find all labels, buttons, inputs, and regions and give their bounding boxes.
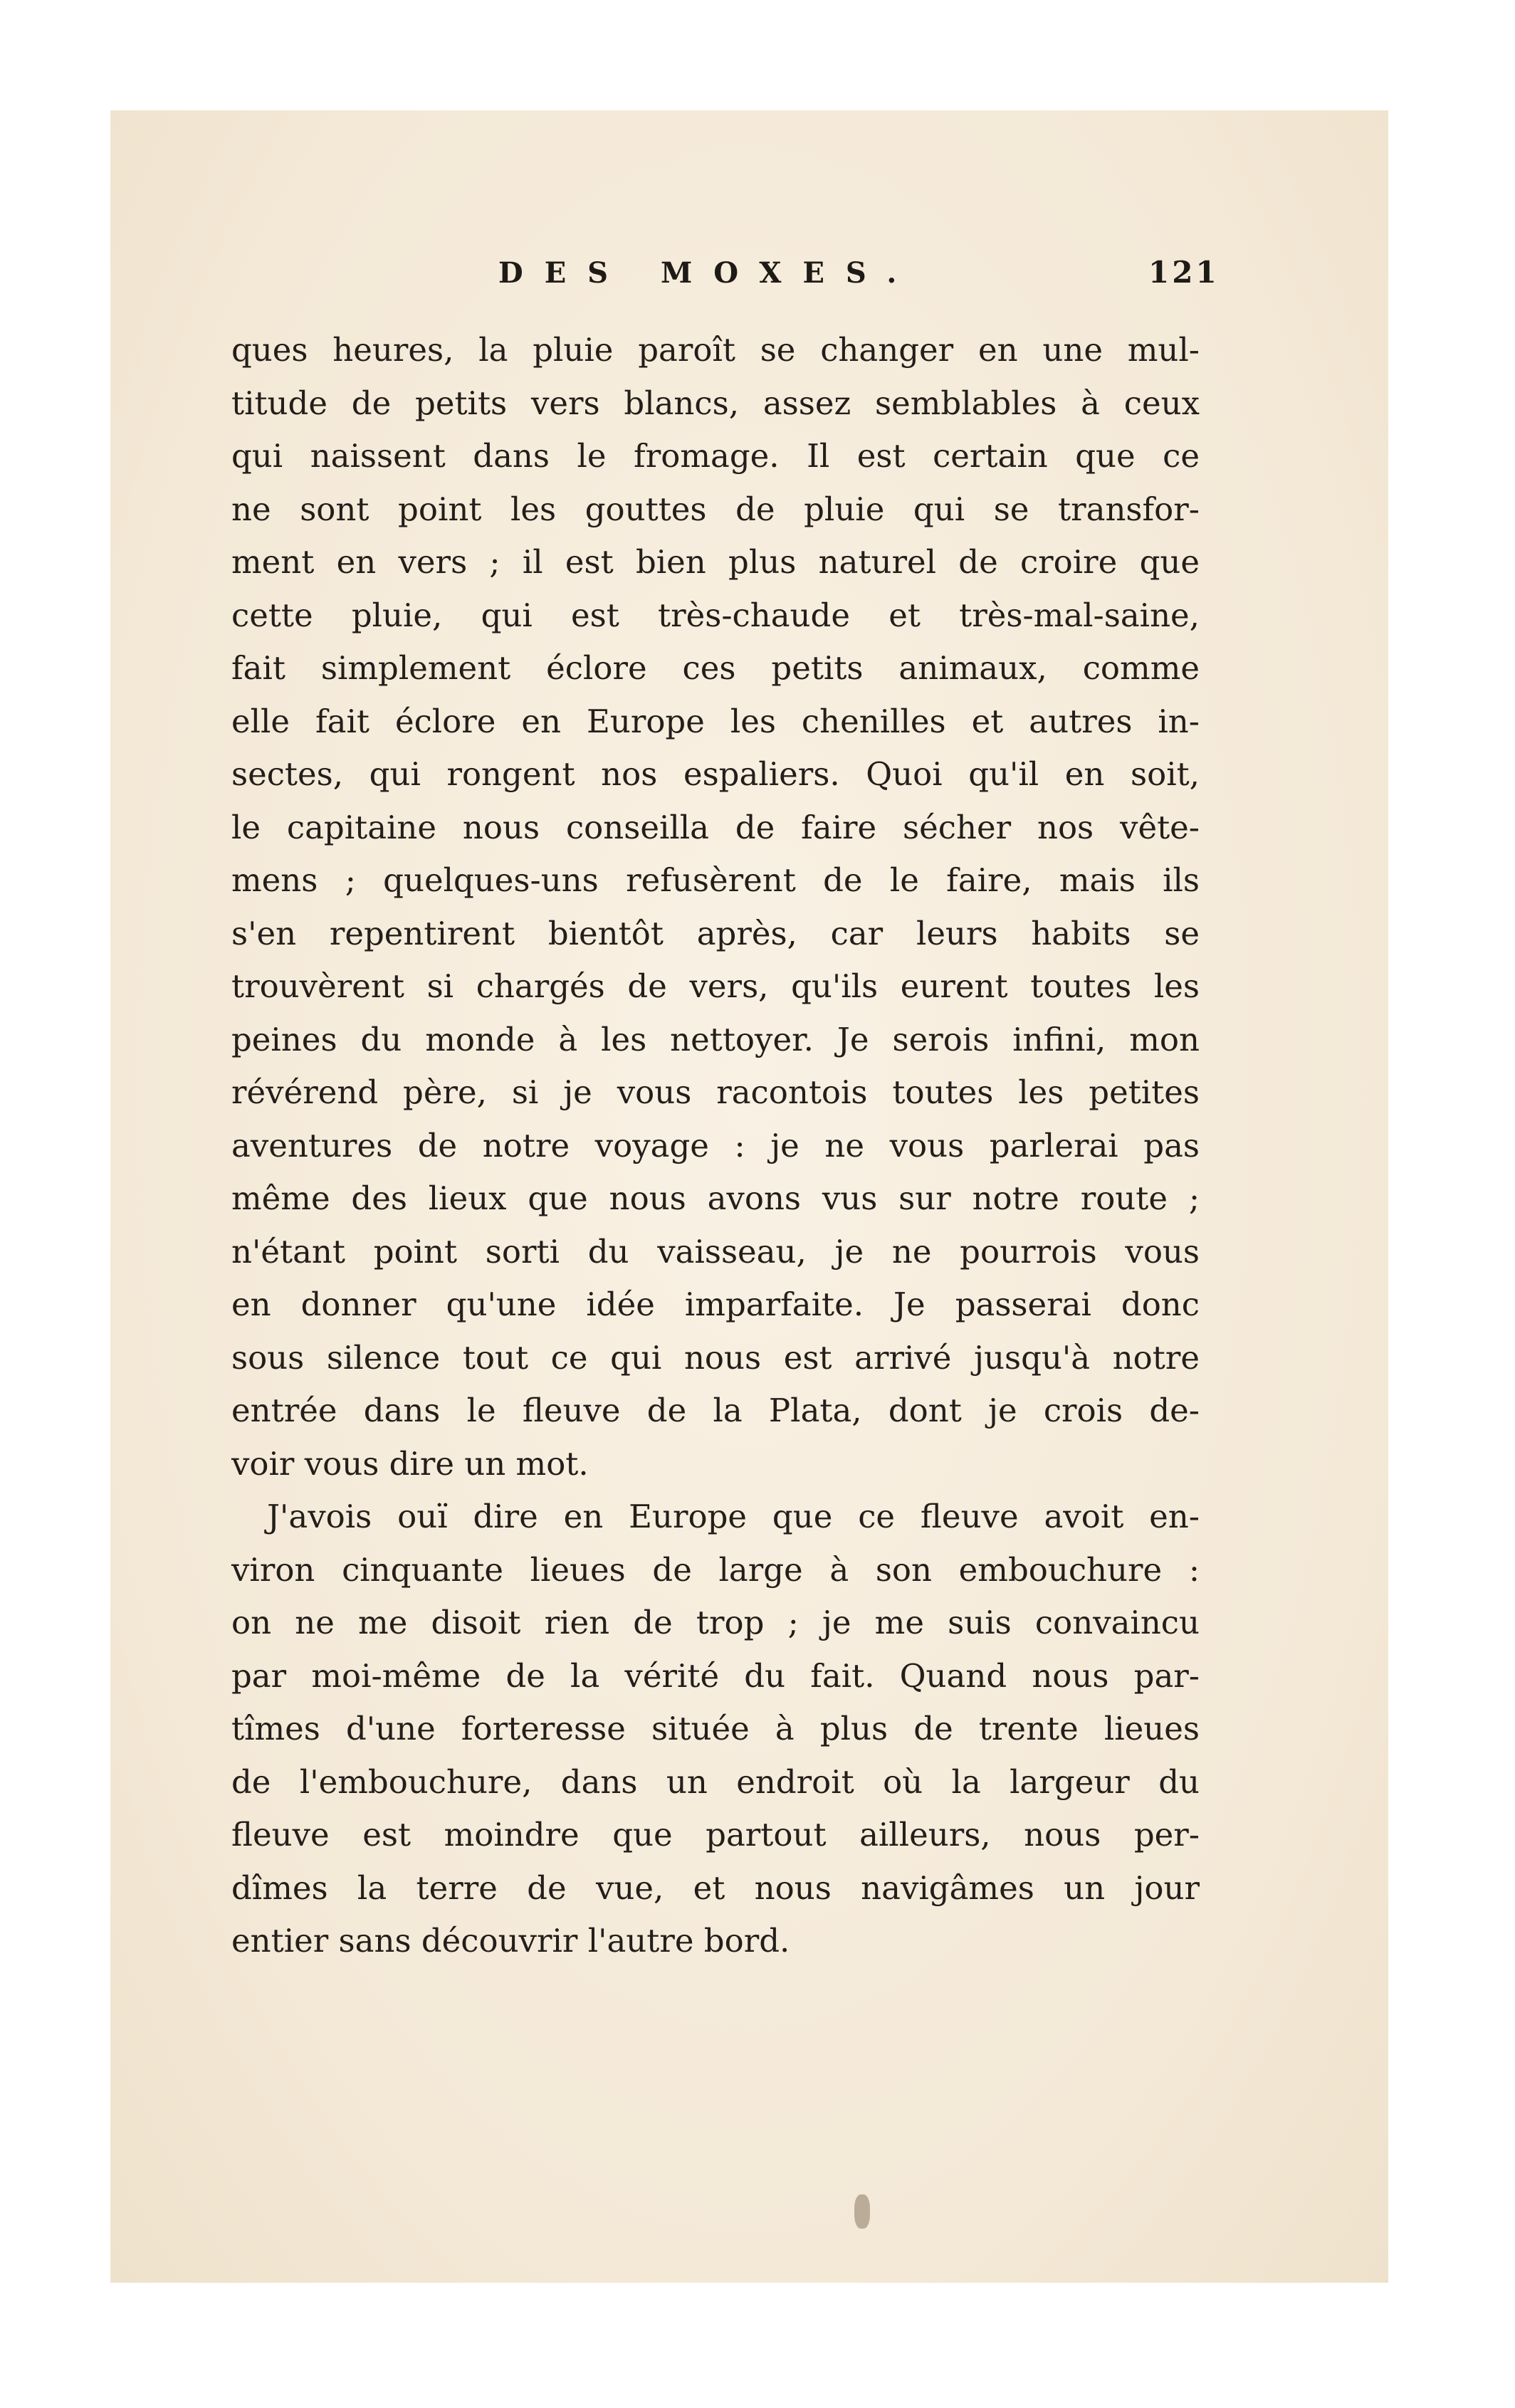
text-line: qui naissent dans le fromage. Il est certain que ce — [231, 437, 1200, 475]
page-number: 121 — [1148, 255, 1220, 290]
text-line: sectes, qui rongent nos espaliers. Quoi qu'il en soit, — [231, 755, 1200, 793]
text-line: dîmes la terre de vue, et nous navigâmes un jour — [231, 1868, 1200, 1907]
book-page — [110, 110, 1388, 2283]
paragraph-end-line: entier sans découvrir l'autre bord. — [231, 1922, 790, 1960]
text-line: sous silence tout ce qui nous est arrivé jusqu'à notre — [231, 1338, 1200, 1377]
text-line: fleuve est moindre que partout ailleurs, nous per- — [231, 1816, 1200, 1854]
text-line: par moi-même de la vérité du fait. Quand nous par- — [231, 1656, 1200, 1695]
text-line: elle fait éclore en Europe les chenilles et autres in- — [231, 702, 1200, 740]
text-line: viron cinquante lieues de large à son embouchure : — [231, 1550, 1200, 1589]
text-line: le capitaine nous conseilla de faire sécher nos vête- — [231, 808, 1200, 846]
text-line: mens ; quelques-uns refusèrent de le faire, mais ils — [231, 861, 1200, 899]
text-line: peines du monde à les nettoyer. Je serois infini, mon — [231, 1020, 1200, 1058]
running-title: DES MOXES. — [498, 256, 918, 290]
body-text — [231, 324, 1200, 1968]
text-line: même des lieux que nous avons vus sur notre route ; — [231, 1179, 1200, 1217]
text-line: ment en vers ; il est bien plus naturel de croire que — [231, 543, 1200, 581]
text-line: tîmes d'une forteresse située à plus de trente lieues — [231, 1710, 1200, 1747]
paragraph-start-line: J'avois ouï dire en Europe que ce fleuve avoit en- — [267, 1498, 1200, 1535]
paragraph-end-line: voir vous dire un mot. — [231, 1444, 589, 1483]
text-line: trouvèrent si chargés de vers, qu'ils eurent toutes les — [231, 967, 1200, 1005]
text-line: révérend père, si je vous racontois toutes les petites — [231, 1073, 1200, 1111]
text-line: en donner qu'une idée imparfaite. Je passerai donc — [231, 1286, 1200, 1323]
text-line: on ne me disoit rien de trop ; je me suis convaincu — [231, 1604, 1200, 1641]
text-line: s'en repentirent bientôt après, car leurs habits se — [231, 914, 1200, 952]
text-line: fait simplement éclore ces petits animaux, comme — [231, 649, 1200, 687]
text-line: cette pluie, qui est très-chaude et très-mal-saine, — [231, 596, 1200, 634]
text-line: entrée dans le fleuve de la Plata, dont je crois de- — [231, 1392, 1200, 1429]
text-line: n'étant point sorti du vaisseau, je ne pourrois vous — [231, 1232, 1200, 1271]
text-line: titude de petits vers blancs, assez semblables à ceux — [231, 384, 1200, 422]
text-line: ne sont point les gouttes de pluie qui se transfor- — [231, 490, 1200, 528]
text-line: ques heures, la pluie paroît se changer en une mul- — [231, 331, 1200, 369]
ink-smudge — [854, 2194, 870, 2229]
text-line: aventures de notre voyage : je ne vous parlerai pas — [231, 1126, 1200, 1164]
text-line: de l'embouchure, dans un endroit où la largeur du — [231, 1762, 1200, 1801]
